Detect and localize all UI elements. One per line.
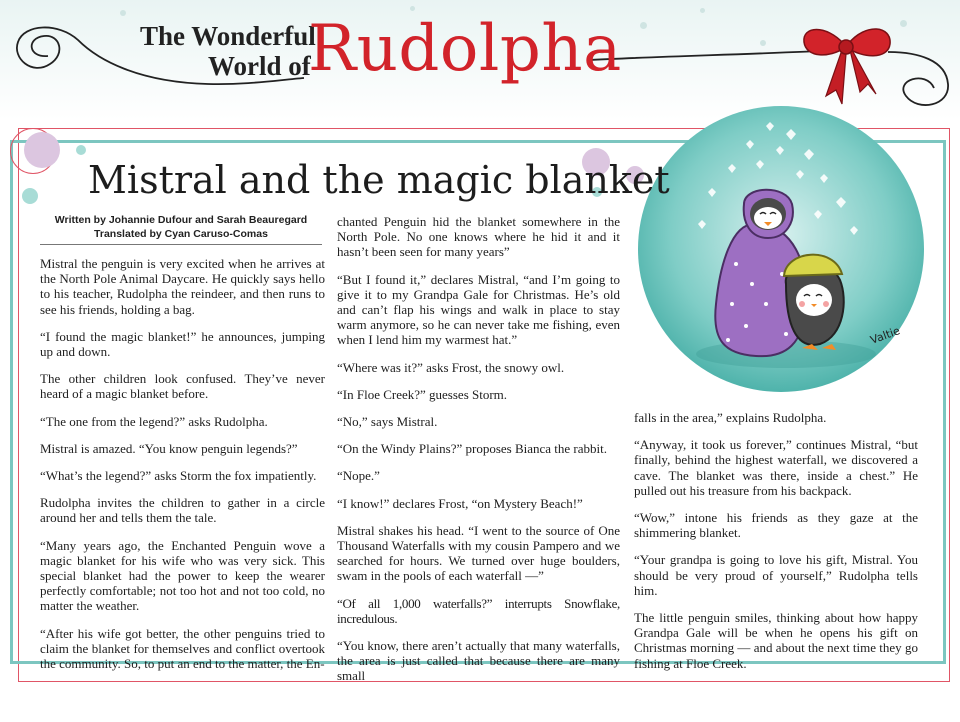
- paragraph: “Where was it?” asks Frost, the snowy owl.: [337, 359, 565, 375]
- decor-dot: [22, 188, 38, 204]
- paragraph: falls in the area,” explains Rudolpha.: [634, 410, 827, 425]
- paragraph: “Nope.”: [337, 468, 380, 484]
- paragraph: Mistral shakes his head. “I went to the source of One Thousand Waterfalls with my cousin Pampero and we searched for hours. We turned over huge boulders, swam in the pools of each waterfall —”: [337, 522, 620, 584]
- paragraph: Mistral is amazed. “You know penguin legends?”: [40, 440, 298, 456]
- byline-divider: [40, 244, 322, 245]
- paragraph: Rudolpha invites the children to gather in a circle around her and tells them the tale.: [40, 495, 325, 526]
- decor-dot: [24, 132, 60, 168]
- decor-dot: [76, 145, 86, 155]
- paragraph: “After his wife got better, the other penguins tried to claim the blanket for themselves and conflict overtook the community. So, to put an end to the matter, the En-: [40, 625, 325, 672]
- text-column-2: [337, 214, 620, 696]
- masthead-line-1: The Wonderful: [140, 21, 316, 51]
- paragraph: “In Floe Creek?” guesses Storm.: [337, 386, 508, 402]
- paragraph: “The one from the legend?” asks Rudolpha.: [40, 413, 268, 429]
- text-column-1: [40, 256, 325, 683]
- paragraph: “Of all 1,000 waterfalls?” interrupts Snowflake, incredulous.: [337, 595, 620, 626]
- penguins-illustration: [636, 104, 926, 394]
- paragraph: “No,” says Mistral.: [337, 414, 438, 430]
- paragraph: chanted Penguin hid the blanket somewhere in the North Pole. No one knows where he hid it and it hasn’t been seen for many years”: [337, 214, 620, 260]
- paragraph: Mistral the penguin is very excited when he arrives at the North Pole Animal Daycare. He quickly says hello to his teacher, Rudolpha the reindeer, and then runs to see his friends, holding a bag.: [40, 256, 325, 317]
- paragraph: “Wow,” intone his friends as they gaze at the shimmering blanket.: [634, 510, 918, 541]
- byline-translator: Translated by Cyan Caruso-Comas: [94, 228, 268, 240]
- paragraph: “What’s the legend?” asks Storm the fox impatiently.: [40, 468, 317, 484]
- paragraph: “On the Windy Plains?” proposes Bianca the rabbit.: [337, 441, 608, 457]
- paragraph: The other children look confused. They’ve never heard of a magic blanket before.: [40, 371, 325, 402]
- text-column-3: [634, 410, 918, 683]
- byline: [40, 213, 322, 241]
- paragraph: “But I found it,” declares Mistral, “and I’m going to give it to my Grandpa Gale for Christmas. He’s old and can’t flap his wings and walk in place to stay warm anymore, so he can never take me fishing, even when I lend him my warmest hat.”: [337, 271, 620, 348]
- paragraph: “I know!” declares Frost, “on Mystery Beach!”: [337, 495, 583, 511]
- byline-authors: Written by Johannie Dufour and Sarah Beauregard: [54, 214, 308, 226]
- paragraph: “Many years ago, the Enchanted Penguin wove a magic blanket for his wife who was very sick. This special blanket had the power to keep the wearer perfectly comfortable; not too hot and not too cold, no matter the weather.: [40, 537, 325, 614]
- masthead-line-2: World of: [208, 51, 311, 81]
- red-bow-icon: [796, 14, 896, 110]
- paragraph: “I found the magic blanket!” he announces, jumping up and down.: [40, 328, 325, 360]
- story-title: Mistral and the magic blanket: [88, 158, 670, 202]
- paragraph: The little penguin smiles, thinking about how happy Grandpa Gale will be when he opens his gift on Christmas morning — and about the next time they go fishing at Floe Creek.: [634, 610, 918, 671]
- paragraph: “Anyway, it took us forever,” continues Mistral, “but finally, behind the highest waterfall, we discovered a cave. The blanket was there, inside a chest.” He pulled out his treasure from his backpack.: [634, 437, 918, 498]
- paragraph: “Your grandpa is going to love his gift, Mistral. You should be very proud of yourself,” Rudolpha tells him.: [634, 552, 918, 598]
- paragraph: “You know, there aren’t actually that many waterfalls, the area is just called that because there are many small: [337, 638, 620, 684]
- illustrator-signature: Valtie: [868, 324, 902, 347]
- masthead-brand: Rudolpha: [308, 12, 622, 86]
